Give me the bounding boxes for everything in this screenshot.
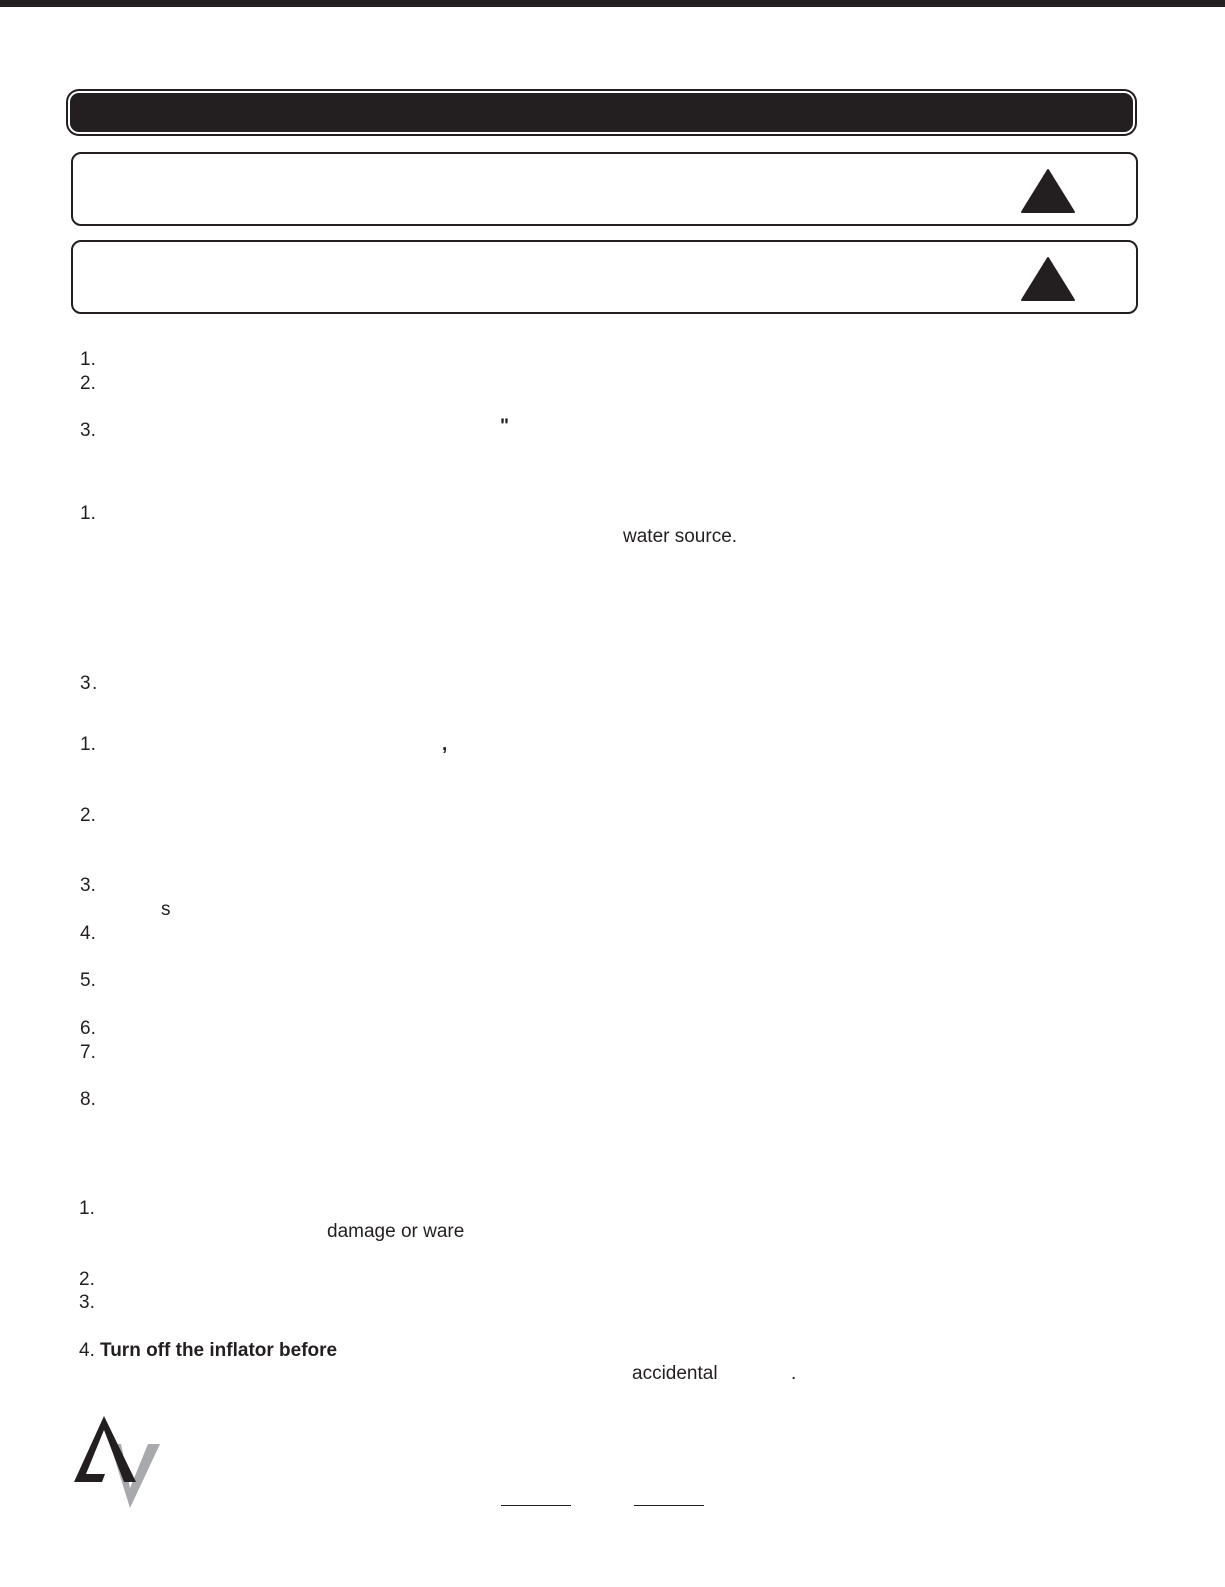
list-number: 3. bbox=[80, 420, 96, 441]
section-title-band bbox=[70, 93, 1133, 132]
list-number: 4. bbox=[80, 923, 96, 944]
text-fragment: s bbox=[161, 899, 171, 920]
text-fragment: accidental bbox=[632, 1363, 718, 1384]
list-number: 5. bbox=[80, 970, 96, 991]
list-number: 3. bbox=[80, 875, 96, 896]
list-number: 3 bbox=[80, 673, 91, 694]
list-number: 1. bbox=[80, 503, 96, 524]
list-number: 2. bbox=[79, 1269, 95, 1290]
list-number: 1. bbox=[79, 1198, 95, 1219]
list-number: 8. bbox=[80, 1089, 96, 1110]
list-number: 1. bbox=[80, 349, 96, 370]
list-number: 2. bbox=[80, 805, 96, 826]
text-fragment: . bbox=[791, 1363, 797, 1384]
list-number-dot: . bbox=[92, 673, 98, 694]
list-number: 4. bbox=[79, 1340, 95, 1361]
bold-instruction: Turn off the inflator before bbox=[100, 1340, 338, 1361]
warning-box-1 bbox=[71, 152, 1138, 226]
brand-logo bbox=[74, 1416, 164, 1508]
top-border bbox=[0, 0, 1225, 7]
list-number: 1. bbox=[80, 734, 96, 755]
warning-box-2 bbox=[71, 240, 1138, 314]
quote-mark: " bbox=[500, 416, 510, 437]
list-number: 2. bbox=[80, 373, 96, 394]
signature-line bbox=[501, 1505, 571, 1506]
list-number: 3. bbox=[79, 1292, 95, 1313]
comma-mark: , bbox=[442, 734, 448, 755]
text-fragment: damage or ware bbox=[327, 1221, 465, 1242]
text-fragment: water source. bbox=[623, 526, 738, 547]
signature-line bbox=[634, 1505, 704, 1506]
list-number: 6. bbox=[80, 1018, 96, 1039]
warning-triangle-icon bbox=[1020, 168, 1076, 214]
list-number: 7. bbox=[80, 1042, 96, 1063]
warning-triangle-icon bbox=[1020, 256, 1076, 302]
